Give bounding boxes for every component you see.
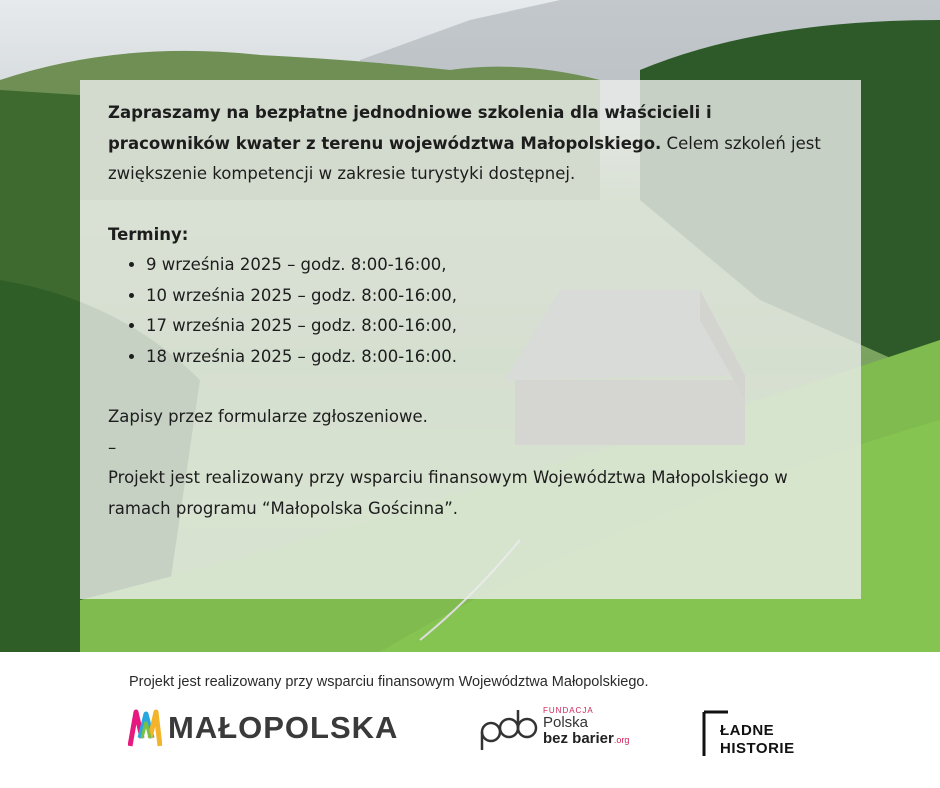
footer	[0, 652, 940, 788]
intro-paragraph	[108, 98, 833, 190]
terms-list	[108, 250, 833, 372]
ladne-line: ŁADNE	[720, 722, 775, 739]
pbb-polska-label: Polska	[543, 714, 589, 731]
info-panel	[80, 80, 861, 599]
pbb-bez-barier-label: bez barier.org	[543, 730, 630, 747]
list-item: • 17 września 2025 – godz. 8:00-16:00,	[146, 311, 833, 342]
dash-separator: –	[108, 437, 117, 457]
pbb-glyph-icon	[479, 704, 539, 754]
list-item: • 9 września 2025 – godz. 8:00-16:00,	[146, 250, 833, 281]
pbb-foundation-label: FUNDACJA	[543, 706, 594, 715]
malopolska-wordmark: MAŁOPOLSKA	[168, 710, 399, 745]
project-note: Projekt jest realizowany przy wsparciu finansowym Województwa Małopolskiego w ramach programu “Małopolska Gościnna”.	[108, 468, 788, 518]
ladne-historie-logo	[700, 710, 810, 762]
signup-text: Zapisy przez formularze zgłoszeniowe.	[108, 407, 428, 426]
list-item: • 18 września 2025 – godz. 8:00-16:00.	[146, 342, 833, 373]
polska-bez-barier-logo	[479, 704, 649, 754]
intro-rest: Celem szkoleń jest zwiększenie kompetencji w zakresie turystyki dostępnej.	[108, 133, 821, 183]
terms-heading: Terminy:	[108, 224, 189, 244]
list-item: • 10 września 2025 – godz. 8:00-16:00,	[146, 281, 833, 312]
footer-text: Projekt jest realizowany przy wsparciu finansowym Województwa Małopolskiego.	[129, 674, 649, 690]
pbb-suffix: .org	[613, 735, 630, 745]
malopolska-logo	[128, 706, 398, 750]
historie-line: HISTORIE	[720, 740, 795, 757]
intro-bold: Zapraszamy na bezpłatne jednodniowe szkolenia dla właścicieli i pracowników kwater z terenu województwa Małopolskiego.	[108, 103, 712, 153]
malopolska-m-icon	[128, 708, 162, 748]
